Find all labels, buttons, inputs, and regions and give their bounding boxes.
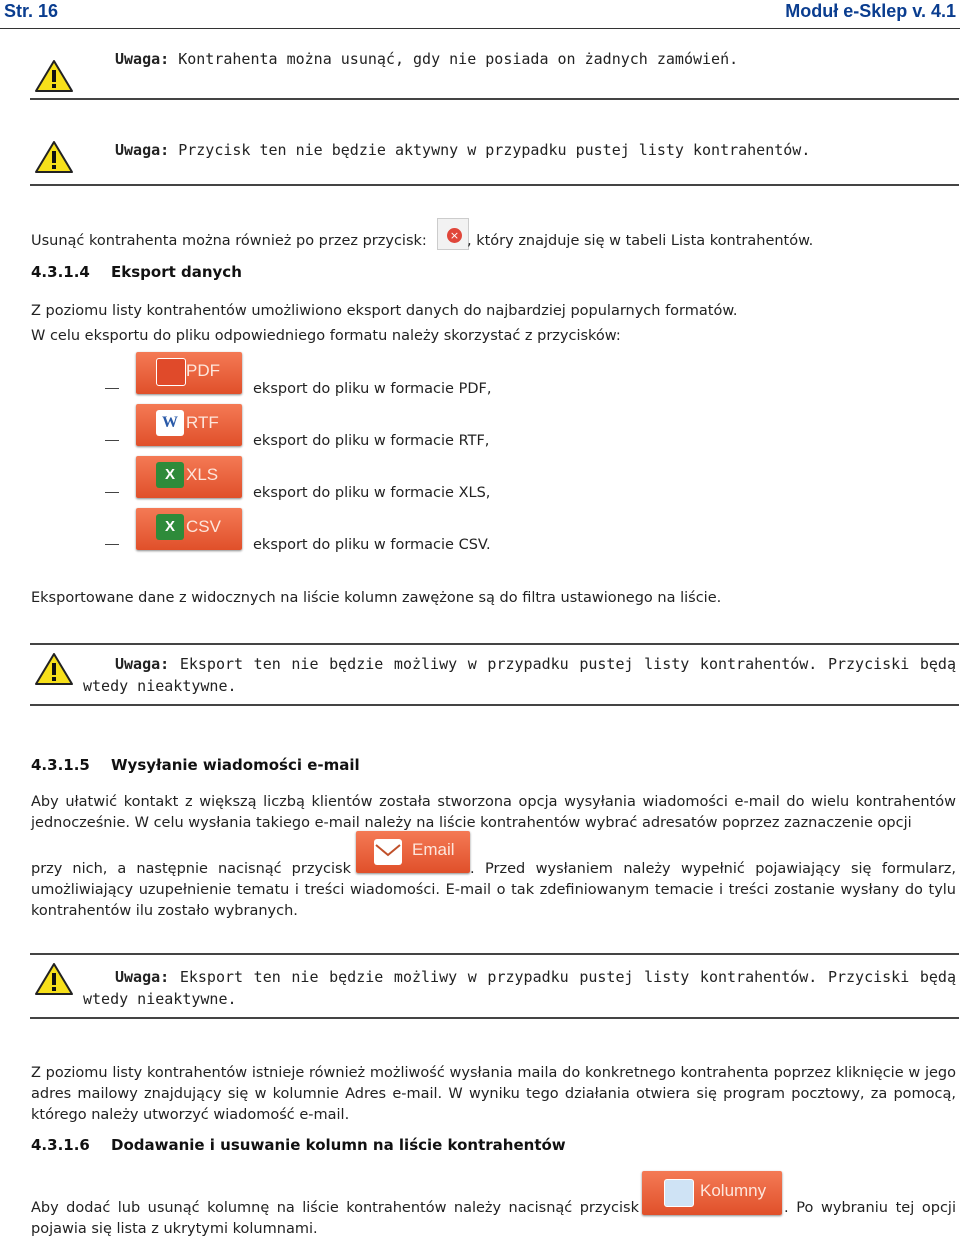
- note-rule: [30, 953, 959, 955]
- email-button[interactable]: Email: [356, 831, 470, 873]
- pdf-icon: [156, 358, 186, 386]
- columns-text-before: Aby dodać lub usunąć kolumnę na liście kontrahentów należy nacisnąć przycisk: [31, 1200, 639, 1216]
- section-title: Dodawanie i usuwanie kolumn na liście kontrahentów: [111, 1136, 566, 1154]
- export-item-text: eksport do pliku w formacie PDF,: [253, 381, 492, 397]
- envelope-icon: [374, 839, 402, 865]
- delete-text-before: Usunąć kontrahenta można również po przez przycisk:: [31, 233, 427, 249]
- export-pdf-button[interactable]: PDF: [136, 352, 242, 394]
- columns-button[interactable]: Kolumny: [642, 1171, 782, 1215]
- document-title: Moduł e-Sklep v. 4.1: [785, 1, 956, 21]
- note-2: Uwaga: Przycisk ten nie będzie aktywny w przypadku pustej listy kontrahentów.: [115, 141, 811, 159]
- export-rtf-button[interactable]: W RTF: [136, 404, 242, 446]
- note-4: Uwaga: Eksport ten nie będzie możliwy w przypadku pustej listy kontrahentów. Przyciski będą wtedy nieaktywne.: [83, 968, 956, 1008]
- note-3: Uwaga: Eksport ten nie będzie możliwy w przypadku pustej listy kontrahentów. Przyciski będą wtedy nieaktywne.: [83, 655, 956, 695]
- page-number: Str. 16: [4, 1, 59, 21]
- export-csv-button[interactable]: X CSV: [136, 508, 242, 550]
- list-dash: [105, 544, 119, 545]
- note-rule: [30, 98, 959, 100]
- section-title: Wysyłanie wiadomości e-mail: [111, 756, 360, 774]
- warning-icon: [34, 139, 74, 175]
- email-paragraph-end: umożliwiający uzupełnienie tematu i treści wiadomości. E-mail o tak zdefiniowanym temacie i treści zostanie wysłany do tylu kontrahentów ilu zostało wybranych.: [31, 882, 956, 919]
- header-rule: [0, 28, 960, 29]
- note-1: Uwaga: Kontrahenta można usunąć, gdy nie posiada on żadnych zamówień.: [115, 50, 739, 68]
- delete-button[interactable]: [437, 218, 469, 250]
- columns-text-line2: pojawia się lista z ukrytymi kolumnami.: [31, 1221, 318, 1237]
- note-rule: [30, 704, 959, 706]
- email-line-after: . Przed wysłaniem należy wypełnić pojawiający się formularz,: [470, 861, 956, 877]
- list-dash: [105, 388, 119, 389]
- note-rule: [30, 643, 959, 645]
- export-intro-2: W celu eksportu do pliku odpowiedniego formatu należy skorzystać z przycisków:: [31, 328, 621, 344]
- section-title: Eksport danych: [111, 263, 242, 281]
- word-icon: W: [156, 410, 184, 436]
- list-dash: [105, 440, 119, 441]
- export-outro: Eksportowane dane z widocznych na liście kolumn zawężone są do filtra ustawionego na liście.: [31, 590, 722, 606]
- warning-icon: [34, 651, 74, 687]
- delete-icon: ×: [447, 228, 462, 243]
- warning-icon: [34, 961, 74, 997]
- section-number: 4.3.1.4: [31, 263, 90, 281]
- export-item-text: eksport do pliku w formacie CSV.: [253, 537, 491, 553]
- export-item-text: eksport do pliku w formacie XLS,: [253, 485, 491, 501]
- email-line-before: przy nich, a następnie nacisnąć przycisk: [31, 861, 351, 877]
- excel-icon: X: [156, 462, 184, 488]
- export-xls-button[interactable]: X XLS: [136, 456, 242, 498]
- section-number: 4.3.1.6: [31, 1136, 90, 1154]
- email-paragraph: Aby ułatwić kontakt z większą liczbą klientów została stworzona opcja wysyłania wiadomości e-mail do wielu kontrahentów jednocześnie. W celu wysłania takiego e-mail należy na liście kontrahentów wybrać adresatów poprzez zaznaczenie opcji: [31, 794, 956, 831]
- columns-icon: [664, 1179, 694, 1207]
- note-rule: [30, 184, 959, 186]
- export-item-text: eksport do pliku w formacie RTF,: [253, 433, 490, 449]
- columns-text-after: . Po wybraniu tej opcji: [784, 1200, 956, 1216]
- csv-icon: X: [156, 514, 184, 540]
- delete-text-after: , który znajduje się w tabeli Lista kontrahentów.: [467, 233, 814, 249]
- section-number: 4.3.1.5: [31, 756, 90, 774]
- export-intro: Z poziomu listy kontrahentów umożliwiono eksport danych do najbardziej popularnych formatów.: [31, 303, 738, 319]
- email-paragraph-2: Z poziomu listy kontrahentów istnieje również możliwość wysłania maila do konkretnego kontrahenta poprzez kliknięcie w jego adres mailowy znajdujący się w kolumnie Adres e-mail. W wyniku tego działania otwiera się program pocztowy, za pomocą, którego należy utworzyć wiadomość e-mail.: [31, 1065, 956, 1123]
- note-rule: [30, 1017, 959, 1019]
- list-dash: [105, 492, 119, 493]
- warning-icon: [34, 58, 74, 94]
